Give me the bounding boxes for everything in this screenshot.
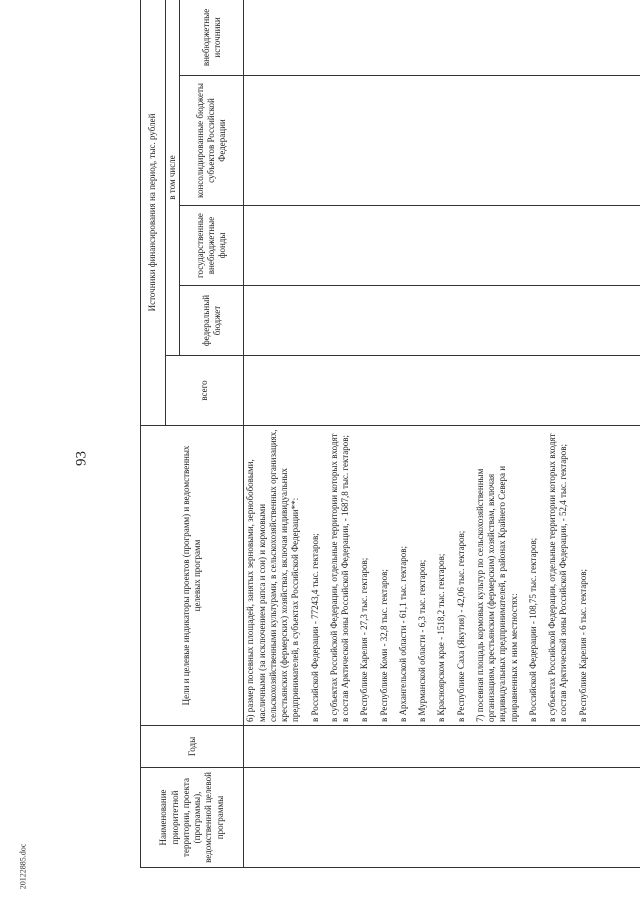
cell-name [244,768,640,868]
cell-years [244,726,640,768]
indicator-line: в Мурманской области - 6,3 тыс. гектаров; [417,559,427,722]
indicator-line: в Республике Коми - 32,8 тыс. гектаров; [378,569,389,722]
rotated-table-sheet [140,0,640,868]
header-federal: федеральный бюджет [180,286,244,356]
indicator-line: в Республике Карелия - 27,3 тыс. гектаров; [359,557,370,722]
header-funding: Источники финансирования на период, тыс. рублей [141,0,166,426]
indicator-line: в Красноярском крае - 1518,2 тыс. гектаров; [436,553,447,722]
indicator-line: в субъектах Российской Федерации, отдельные территории которых входят в состав Арктической зоны Российской Федерации, - 1687,8 тыс. гектаров; [328,433,350,722]
header-total: всего [166,356,244,426]
indicator-line: 6) размер посевных площадей, занятых зерновыми, зернобобовыми, масличными (за исключением рапса и сои) и кормовыми сельскохозяйственными культурами, в сельскохозяйственных организациях, крестьянских (фермерских) хозяйствах, включая индивидуальных предпринимателей, в субъектах Российской Федерации**: [245,429,301,722]
cell-indicators [244,426,640,726]
header-extrabudget: внебюджетные источники [180,0,244,76]
funding-table [140,0,640,868]
indicator-line: в субъектах Российской Федерации, отдельные территории которых входят в состав Арктической зоны Российской Федерации, - 52,4 тыс. гектаров; [547,433,569,722]
header-including: в том числе [166,0,180,356]
indicator-line: 7) посевная площадь кормовых культур по сельскохозяйственным организациям, крестьянским (фермерским) хозяйствам, включая индивидуальных предпринимателей, в районах Крайнего Севера и приравненных к ним местностях: [474,465,519,722]
header-indicators: Цели и целевые индикаторы проектов (программ) и ведомственных целевых программ [141,426,244,726]
cell-regional [244,76,640,206]
indicator-line: в Архангельской области - 61,1 тыс. гектаров; [397,546,408,722]
page-number: 93 [73,451,90,466]
cell-total [244,356,640,426]
indicator-line: в Российской Федерации - 108,75 тыс. гектаров; [527,537,538,722]
cell-state-funds [244,206,640,286]
header-regional: консолидированные бюджеты субъектов Российской Федерации [180,76,244,206]
header-name: Наименование приоритетной территории, проекта (программы), ведомственной целевой программы [141,768,244,868]
footer-filename: 20122885.doc [18,843,28,890]
indicator-line: в Республике Карелия - 6 тыс. гектаров; [577,568,588,722]
indicator-line: в Российской Федерации - 77243,4 тыс. гектаров; [309,533,320,722]
header-state-funds: государственные внебюджетные фонды [180,206,244,286]
indicator-line: в Республике Саха (Якутия) - 42,06 тыс. гектаров; [455,530,466,722]
header-years: Годы [141,726,244,768]
cell-extrabudget [244,0,640,76]
cell-federal [244,286,640,356]
